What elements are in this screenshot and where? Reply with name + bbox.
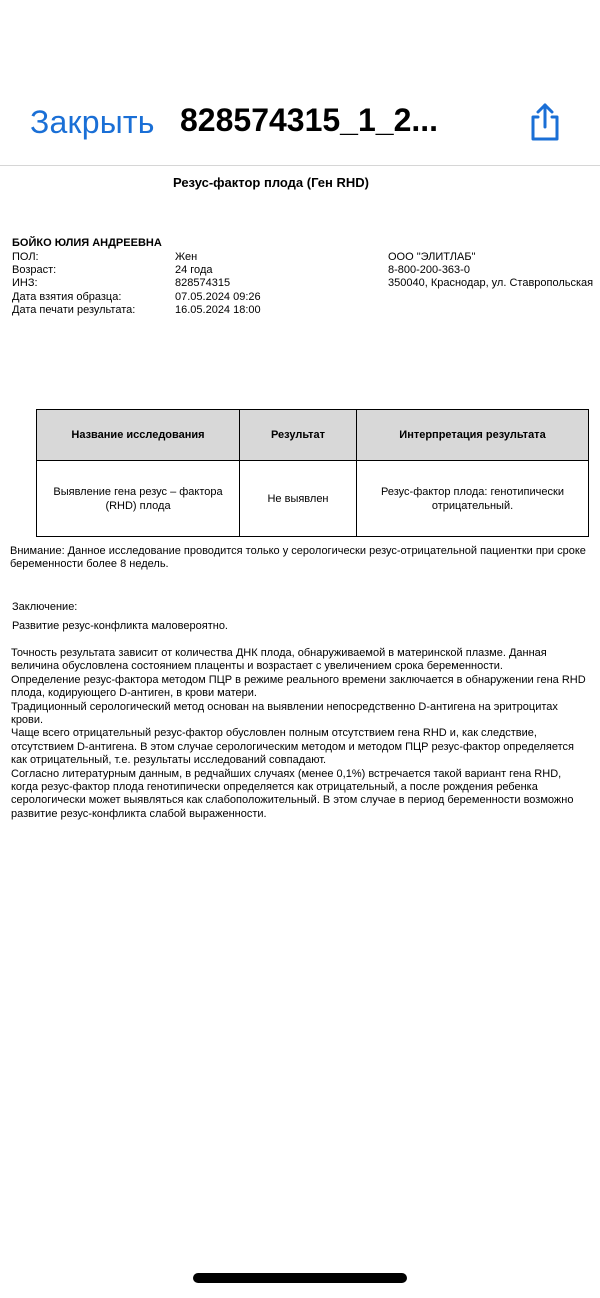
field-value: Жен: [175, 251, 198, 263]
explanation-paragraph: Определение резус-фактора методом ПЦР в режиме реального времени заключается в обнаружении гена RHD плода, кодирующего D-антиген, в крови матери.: [11, 673, 586, 700]
explanation-paragraph: Чаще всего отрицательный резус-фактор обусловлен полным отсутствием гена RHD и, как следствие, отсутствием D-антигена. В этом случае серологическим методом и методом ПЦР резус-фактор определяется как отрицательный, т.е. результаты исследований совпадают.: [11, 727, 575, 767]
share-icon: [527, 102, 563, 142]
explanation-paragraph: Традиционный серологический метод основан на выявлении непосредственно D-антигена на эритроцитах крови.: [11, 700, 558, 727]
share-button[interactable]: [527, 102, 563, 142]
field-label: ИНЗ:: [12, 277, 38, 290]
explanation-paragraph: Согласно литературным данным, в редчайших случаях (менее 0,1%) встречается такой вариант гена RHD, когда резус-фактор плода генотипически определяется как отрицательный, а после рождения ребенка серологически может выявляться как слабоположительный. В этом случае в период беременности возможно развитие резус-конфликта слабой выраженности.: [11, 767, 574, 820]
patient-name: БОЙКО ЮЛИЯ АНДРЕЕВНА: [12, 237, 162, 249]
field-label: Дата печати результата:: [12, 303, 136, 316]
close-button[interactable]: Закрыть: [30, 104, 155, 140]
patient-field-values: [175, 251, 261, 317]
field-label: ПОЛ:: [12, 251, 39, 263]
test-name-cell: Выявление гена резус – фактора (RHD) плода: [37, 461, 240, 536]
conclusion-label: Заключение:: [12, 601, 78, 613]
home-indicator[interactable]: [193, 1273, 407, 1283]
interpretation-cell: Резус-фактор плода: генотипически отрицательный.: [381, 485, 564, 512]
conclusion-text: Развитие резус-конфликта маловероятно.: [12, 620, 228, 632]
lab-name: ООО "ЭЛИТЛАБ": [388, 251, 476, 263]
viewer-toolbar: [0, 0, 600, 166]
field-value: 16.05.2024 18:00: [175, 303, 261, 316]
field-value: 07.05.2024 09:26: [175, 290, 261, 303]
lab-address: 350040, Краснодар, ул. Ставропольская: [388, 277, 594, 290]
table-header: Интерпретация результата: [357, 410, 588, 461]
field-value: 24 года: [175, 264, 213, 277]
document-title: 828574315_1_2...: [180, 102, 439, 138]
explanation-block: [11, 647, 589, 821]
notice-text: Внимание: Данное исследование проводится только у серологически резус-отрицательной пациентки при сроке беременности более 8 недель.: [10, 545, 586, 571]
lab-info: [388, 251, 593, 291]
report-title: Резус-фактор плода (Ген RHD): [172, 175, 369, 190]
field-value: 828574315: [175, 277, 231, 290]
lab-phone: 8-800-200-363-0: [388, 264, 470, 277]
table-header: Название исследования: [37, 410, 240, 461]
field-label: Дата взятия образца:: [12, 290, 122, 303]
table-header: Результат: [240, 410, 357, 461]
explanation-paragraph: Точность результата зависит от количества ДНК плода, обнаруживаемой в материнской плазме. Данная величина обусловлена состоянием плаценты и возрастает с увеличением срока беременности.: [11, 647, 547, 673]
patient-field-labels: [12, 251, 135, 317]
result-cell: Не выявлен: [240, 461, 357, 536]
results-table: [36, 409, 589, 537]
field-label: Возраст:: [12, 264, 57, 277]
